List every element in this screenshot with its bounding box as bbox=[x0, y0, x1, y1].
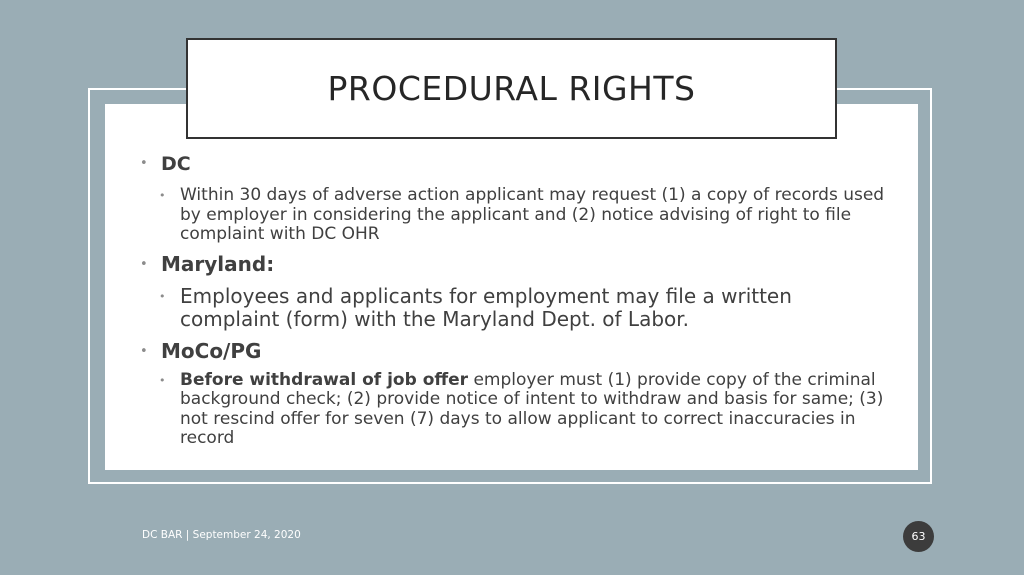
bullet-icon: • bbox=[140, 256, 148, 272]
sub-bullet-mocopg bbox=[140, 371, 890, 449]
bullet-heading-dc: DC bbox=[161, 153, 191, 175]
bullet-list bbox=[140, 152, 890, 449]
sub-bullet-dc bbox=[140, 186, 890, 245]
bullet-icon: • bbox=[159, 373, 166, 387]
slide-title: PROCEDURAL RIGHTS bbox=[327, 69, 696, 108]
bullet-icon: • bbox=[159, 189, 166, 202]
page-number-badge: 63 bbox=[903, 521, 934, 552]
bullet-heading-mocopg: MoCo/PG bbox=[161, 338, 262, 363]
bullet-heading-maryland: Maryland: bbox=[161, 251, 275, 276]
sub-bullet-bold-mocopg: Before withdrawal of job offer bbox=[180, 369, 469, 390]
footer-text: DC BAR | September 24, 2020 bbox=[142, 529, 301, 541]
bullet-icon: • bbox=[140, 156, 148, 171]
bullet-mocopg bbox=[140, 340, 890, 363]
bullet-dc bbox=[140, 152, 890, 176]
sub-bullet-text-maryland: Employees and applicants for employment may file a written complaint (form) with the Maryland Dept. of Labor. bbox=[180, 283, 792, 331]
sub-bullet-text-dc: Within 30 days of adverse action applicant may request (1) a copy of records used by employer in considering the applicant and (2) notice advising of right to file complaint with DC OHR bbox=[180, 185, 885, 244]
sub-bullet-maryland bbox=[140, 285, 890, 331]
sub-bullet-text-mocopg: employer must (1) provide copy of the criminal background check; (2) provide notice of intent to withdraw and basis for same; (3) not rescind offer for seven (7) days to allow applicant to correct inaccuracies in record bbox=[180, 369, 884, 448]
title-box bbox=[186, 38, 837, 139]
bullet-icon: • bbox=[140, 343, 148, 359]
bullet-maryland bbox=[140, 253, 890, 276]
bullet-icon: • bbox=[159, 289, 166, 303]
